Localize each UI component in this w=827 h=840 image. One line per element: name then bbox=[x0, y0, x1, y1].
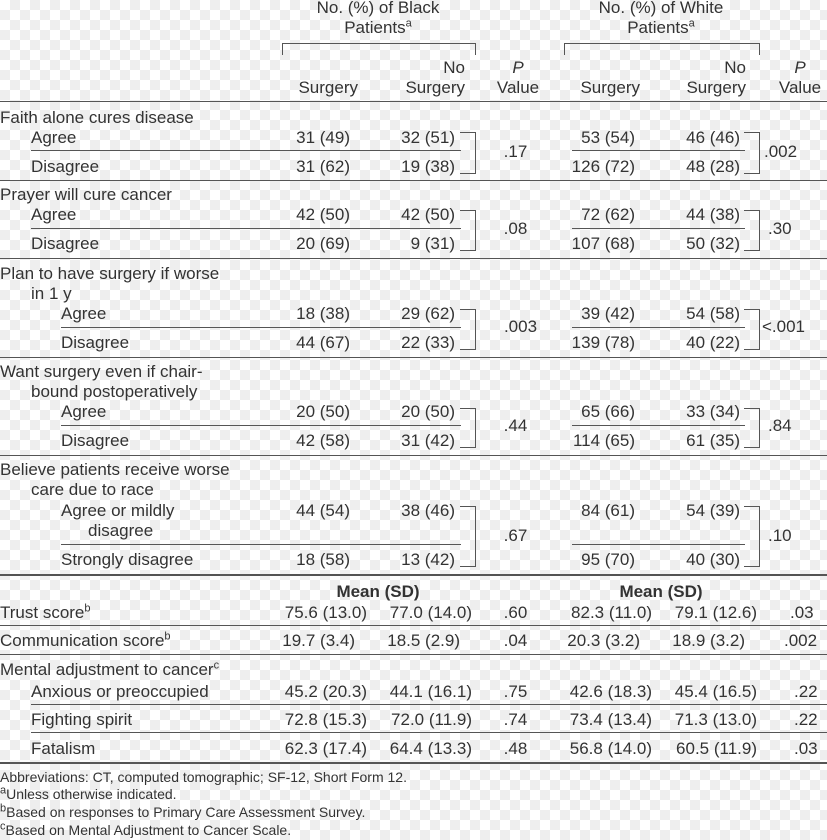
cell: 42 (50) bbox=[296, 205, 350, 224]
cell: 62.3 (17.4) bbox=[284, 739, 367, 758]
row-rule bbox=[61, 327, 461, 328]
col-p-black-value: Value bbox=[496, 78, 540, 97]
row-rule bbox=[0, 625, 827, 626]
row-rule bbox=[31, 150, 461, 151]
cell: 19.7 (3.4) bbox=[282, 631, 355, 650]
bracket bbox=[759, 408, 760, 448]
col-p-white: P bbox=[794, 58, 806, 77]
section-rule bbox=[0, 180, 827, 181]
p-value: .22 bbox=[794, 682, 818, 701]
section-title: bound postoperatively bbox=[31, 382, 198, 401]
bracket bbox=[460, 349, 475, 350]
p-value: .84 bbox=[768, 416, 792, 435]
cell: 107 (68) bbox=[571, 234, 635, 253]
bracket bbox=[460, 173, 475, 174]
p-value: .002 bbox=[764, 142, 798, 161]
p-value: .08 bbox=[503, 219, 528, 238]
cell: 61 (35) bbox=[686, 431, 740, 450]
bracket bbox=[759, 506, 760, 567]
footnote-a: $^a$Unless otherwise indicated. bbox=[0, 784, 177, 802]
col-black-no-surgery: Surgery bbox=[405, 78, 465, 97]
row-rule bbox=[61, 425, 461, 426]
row-rule bbox=[61, 544, 461, 545]
p-value: .10 bbox=[768, 526, 792, 545]
bracket bbox=[475, 132, 476, 174]
p-value: <.001 bbox=[762, 317, 806, 336]
cell: 56.8 (14.0) bbox=[569, 739, 652, 758]
section-rule bbox=[0, 455, 827, 456]
cell: 18 (38) bbox=[296, 304, 350, 323]
p-value: .48 bbox=[503, 739, 528, 758]
p-value: .60 bbox=[503, 603, 528, 622]
bracket bbox=[744, 566, 759, 567]
cell: 20 (69) bbox=[296, 234, 350, 253]
p-value: .03 bbox=[790, 603, 814, 622]
cell: 29 (62) bbox=[401, 304, 455, 323]
cell: 18 (58) bbox=[296, 550, 350, 569]
row-label: Agree bbox=[61, 402, 107, 421]
cell: 126 (72) bbox=[571, 157, 635, 176]
row-label: Disagree bbox=[31, 234, 100, 253]
bracket bbox=[475, 506, 476, 567]
table-bottom-rule bbox=[0, 762, 827, 764]
bracket bbox=[744, 447, 759, 448]
bracket bbox=[475, 210, 476, 251]
bracket bbox=[475, 309, 476, 350]
col-black-surgery: Surgery bbox=[298, 78, 358, 97]
black-group-bracket bbox=[282, 43, 476, 44]
cell: 44 (54) bbox=[296, 501, 350, 520]
mean-header-white: Mean (SD) bbox=[619, 582, 703, 601]
bracket bbox=[759, 309, 760, 350]
row-label: Agree bbox=[31, 128, 77, 147]
section-title: care due to race bbox=[31, 480, 154, 499]
bracket-tick bbox=[564, 43, 565, 55]
cell: 42 (58) bbox=[296, 431, 350, 450]
bracket bbox=[759, 132, 760, 174]
bracket bbox=[759, 210, 760, 251]
cell: 44.1 (16.1) bbox=[389, 682, 472, 701]
cell: 39 (42) bbox=[581, 304, 635, 323]
cell: 20.3 (3.2) bbox=[567, 631, 640, 650]
cell: 60.5 (11.9) bbox=[676, 739, 757, 758]
bracket bbox=[460, 250, 475, 251]
col-p-white-value: Value bbox=[778, 78, 822, 97]
row-rule bbox=[572, 544, 745, 545]
section-title: Believe patients receive worse bbox=[0, 460, 230, 479]
mean-header-black: Mean (SD) bbox=[336, 582, 420, 601]
cell: 114 (65) bbox=[572, 431, 635, 450]
cell: 48 (28) bbox=[686, 157, 740, 176]
bracket-tick bbox=[282, 43, 283, 55]
p-value: .30 bbox=[768, 219, 792, 238]
black-group-header: No. (%) of Black Patients$^a$ bbox=[316, 0, 440, 37]
p-value: .03 bbox=[794, 739, 818, 758]
row-rule bbox=[572, 150, 745, 151]
cell: 82.3 (11.0) bbox=[571, 603, 652, 622]
col-black-no: No bbox=[443, 58, 465, 77]
row-rule bbox=[31, 732, 827, 733]
row-label: Fatalism bbox=[31, 739, 96, 758]
section-title: Prayer will cure cancer bbox=[0, 185, 172, 204]
col-white-no: No bbox=[724, 58, 746, 77]
bracket-tick bbox=[475, 43, 476, 55]
row-rule bbox=[31, 228, 461, 229]
bracket bbox=[460, 210, 475, 211]
p-value: .04 bbox=[503, 631, 528, 650]
cell: 45.2 (20.3) bbox=[284, 682, 367, 701]
trust-score-label: Trust score$^b$ bbox=[0, 602, 91, 622]
section-rule bbox=[0, 357, 827, 358]
row-label: Agree or mildly bbox=[61, 501, 175, 520]
white-group-bracket bbox=[564, 43, 760, 44]
section-rule bbox=[0, 574, 827, 576]
cell: 19 (38) bbox=[401, 157, 455, 176]
cell: 22 (33) bbox=[401, 333, 455, 352]
cell: 64.4 (13.3) bbox=[389, 739, 472, 758]
footnote-abbreviations: Abbreviations: CT, computed tomographic; SF-12, Short Form 12. bbox=[0, 769, 407, 785]
section-title: Faith alone cures disease bbox=[0, 108, 194, 127]
cell: 54 (39) bbox=[686, 501, 740, 520]
cell: 95 (70) bbox=[581, 550, 635, 569]
cell: 31 (62) bbox=[296, 157, 350, 176]
cell: 72.0 (11.9) bbox=[391, 710, 472, 729]
col-white-surgery: Surgery bbox=[580, 78, 640, 97]
cell: 42.6 (18.3) bbox=[569, 682, 652, 701]
p-value: .22 bbox=[794, 710, 818, 729]
cell: 9 (31) bbox=[410, 234, 455, 253]
cell: 45.4 (16.5) bbox=[674, 682, 757, 701]
cell: 46 (46) bbox=[686, 128, 740, 147]
cell: 54 (58) bbox=[686, 304, 740, 323]
section-rule bbox=[0, 258, 827, 259]
cell: 77.0 (14.0) bbox=[389, 603, 472, 622]
cell: 75.6 (13.0) bbox=[284, 603, 367, 622]
cell: 38 (46) bbox=[401, 501, 455, 520]
col-white-no-surgery: Surgery bbox=[686, 78, 746, 97]
mental-adjustment-title: Mental adjustment to cancer$^c$ bbox=[0, 659, 220, 679]
cell: 40 (22) bbox=[686, 333, 740, 352]
cell: 32 (51) bbox=[401, 128, 455, 147]
bracket bbox=[460, 447, 475, 448]
row-rule bbox=[0, 654, 827, 655]
cell: 31 (49) bbox=[296, 128, 350, 147]
white-group-header: No. (%) of White Patients$^a$ bbox=[598, 0, 724, 37]
bracket bbox=[460, 566, 475, 567]
row-label: Strongly disagree bbox=[61, 550, 194, 569]
bracket bbox=[744, 408, 759, 409]
row-label: Fighting spirit bbox=[31, 710, 133, 729]
cell: 139 (78) bbox=[571, 333, 635, 352]
bracket bbox=[744, 349, 759, 350]
row-label: Disagree bbox=[61, 431, 130, 450]
p-value: .75 bbox=[503, 682, 528, 701]
section-title: Plan to have surgery if worse bbox=[0, 264, 220, 283]
p-value: .74 bbox=[503, 710, 528, 729]
p-value: .44 bbox=[503, 416, 528, 435]
bracket bbox=[475, 408, 476, 448]
cell: 44 (38) bbox=[686, 205, 740, 224]
cell: 65 (66) bbox=[581, 402, 635, 421]
cell: 40 (30) bbox=[686, 550, 740, 569]
footnote-b: $^b$Based on responses to Primary Care Assessment Survey. bbox=[0, 802, 366, 820]
bracket bbox=[744, 210, 759, 211]
cell: 79.1 (12.6) bbox=[674, 603, 757, 622]
bracket bbox=[744, 173, 759, 174]
cell: 84 (61) bbox=[581, 501, 635, 520]
bracket bbox=[744, 309, 759, 310]
bracket bbox=[460, 132, 475, 133]
cell: 72.8 (15.3) bbox=[284, 710, 367, 729]
section-title: in 1 y bbox=[31, 284, 72, 303]
row-label: Anxious or preoccupied bbox=[31, 682, 209, 701]
cell: 18.5 (2.9) bbox=[387, 631, 460, 650]
cell: 42 (50) bbox=[401, 205, 455, 224]
col-p-black: P bbox=[512, 58, 524, 77]
row-label: Agree bbox=[61, 304, 107, 323]
cell: 18.9 (3.2) bbox=[672, 631, 745, 650]
row-label: Disagree bbox=[61, 333, 130, 352]
cell: 73.4 (13.4) bbox=[569, 710, 652, 729]
p-value: .003 bbox=[503, 317, 538, 336]
header-rule bbox=[0, 101, 827, 102]
row-label: disagree bbox=[88, 521, 154, 540]
footnote-c: $^c$Based on Mental Adjustment to Cancer Scale. bbox=[0, 820, 292, 838]
p-value: .17 bbox=[503, 142, 528, 161]
row-rule bbox=[572, 228, 745, 229]
row-rule bbox=[572, 327, 745, 328]
cell: 33 (34) bbox=[686, 402, 740, 421]
bracket bbox=[744, 132, 759, 133]
cell: 20 (50) bbox=[401, 402, 455, 421]
communication-score-label: Communication score$^b$ bbox=[0, 630, 171, 650]
cell: 13 (42) bbox=[401, 550, 455, 569]
bracket bbox=[460, 309, 475, 310]
cell: 31 (42) bbox=[401, 431, 455, 450]
cell: 53 (54) bbox=[581, 128, 635, 147]
cell: 71.3 (13.0) bbox=[674, 710, 757, 729]
bracket bbox=[744, 250, 759, 251]
row-label: Agree bbox=[31, 205, 77, 224]
p-value: .67 bbox=[503, 526, 528, 545]
cell: 44 (67) bbox=[296, 333, 350, 352]
cell: 72 (62) bbox=[581, 205, 635, 224]
bracket bbox=[744, 506, 759, 507]
bracket bbox=[460, 408, 475, 409]
bracket-tick bbox=[759, 43, 760, 55]
row-rule bbox=[572, 425, 745, 426]
bracket bbox=[460, 506, 475, 507]
cell: 20 (50) bbox=[296, 402, 350, 421]
row-label: Disagree bbox=[31, 157, 100, 176]
section-title: Want surgery even if chair- bbox=[0, 362, 203, 381]
row-rule bbox=[31, 704, 827, 705]
cell: 50 (32) bbox=[686, 234, 740, 253]
p-value: .002 bbox=[784, 631, 818, 650]
